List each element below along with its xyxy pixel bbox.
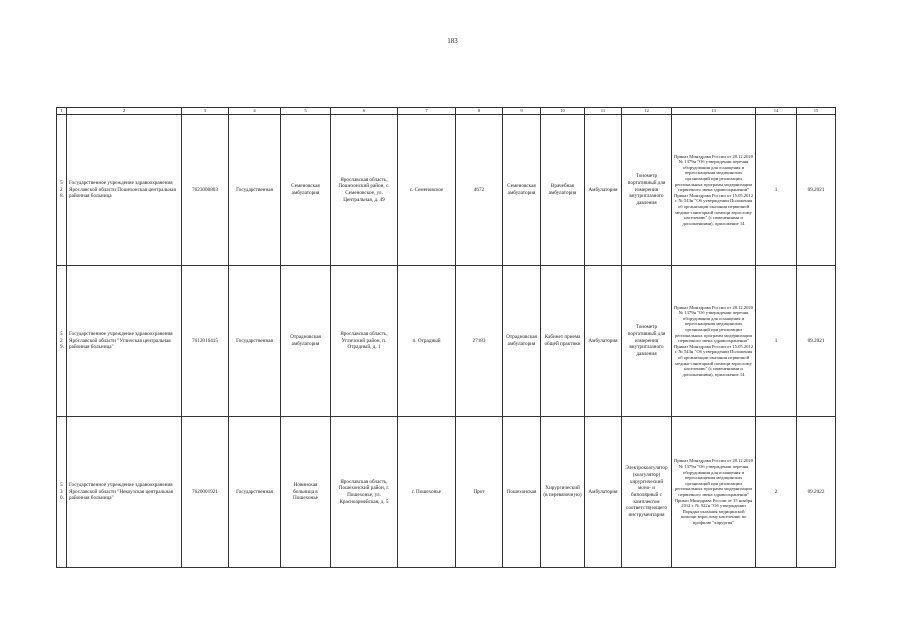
row-number: 530.: [57, 417, 67, 568]
address: Ярославская область, Угличский район, п. Отрадный, д. 1: [331, 266, 398, 417]
column-number: 4: [229, 108, 281, 115]
unit-name: Отрадновская амбулатория: [281, 266, 331, 417]
quantity: 1: [756, 266, 797, 417]
quantity: 2: [756, 417, 797, 568]
column-number: 10: [541, 108, 585, 115]
equipment-table: [56, 107, 836, 568]
population: Прот: [456, 417, 503, 568]
organization-name: Государственное учреждение здравоохранения Ярославской области "Некоузская центральная районная больница": [67, 417, 182, 568]
table-row: [57, 266, 836, 417]
settlement: с. Семеновское: [398, 115, 456, 266]
subdivision: Семеновская амбулатория: [503, 115, 541, 266]
inn-code: 7620001921: [182, 417, 229, 568]
delivery-date: 09.2021: [797, 266, 836, 417]
population: 4672: [456, 115, 503, 266]
column-number: 15: [797, 108, 836, 115]
row-number: 528.: [57, 115, 67, 266]
facility-type: Амбулатория: [585, 417, 622, 568]
column-number-row: [57, 108, 836, 115]
equipment-name: Электрокоагулятор (коагулятор) хирургический моно- и биполярный с комплектом соответствующего инструментария: [622, 417, 672, 568]
ownership-form: Государственная: [229, 417, 281, 568]
quantity: 1: [756, 115, 797, 266]
unit-name: Новинская больница в Пошехонье: [281, 417, 331, 568]
regulation-basis: Приказ Минздрава России от 28.12.2020 № 1379н "Об утверждении перечня оборудования для оснащения и переоснащения медицинских организаций при реализации региональных программ модернизации первичного звена здравоохранения" Приказ Минздрава России от 15.05.2012 г. № 543н "Об утверждении Положения об организации оказания первичной медико-санитарной помощи взрослому населению" (с изменениями и дополнениями), приложение 14: [672, 115, 756, 266]
room-type: Хирургический (в перевязочную): [541, 417, 585, 568]
inn-code: 7623000803: [182, 115, 229, 266]
organization-name: Государственное учреждение здравоохранения Ярославской области "Угличская центральная районная больница": [67, 266, 182, 417]
organization-name: Государственное учреждение здравоохранения Ярославской области Пошехонская центральная районная больница: [67, 115, 182, 266]
delivery-date: 09.2021: [797, 115, 836, 266]
column-number: 7: [398, 108, 456, 115]
population: 27183: [456, 266, 503, 417]
column-number: 3: [182, 108, 229, 115]
column-number: 14: [756, 108, 797, 115]
unit-name: Семеновская амбулатория: [281, 115, 331, 266]
ownership-form: Государственная: [229, 266, 281, 417]
inn-code: 7612016415: [182, 266, 229, 417]
address: Ярославская область, Пошехонский район, с. Семеновское, ул. Центральная, д. 49: [331, 115, 398, 266]
subdivision: Отрадновская амбулатория: [503, 266, 541, 417]
subdivision: Пошехонская: [503, 417, 541, 568]
facility-type: Амбулатория: [585, 266, 622, 417]
settlement: п. Отрадный: [398, 266, 456, 417]
facility-type: Амбулатория: [585, 115, 622, 266]
delivery-date: 09.2022: [797, 417, 836, 568]
room-type: Врачебная амбулатория: [541, 115, 585, 266]
column-number: 8: [456, 108, 503, 115]
row-number: 529.: [57, 266, 67, 417]
address: Ярославская область, Пошехонский район, г. Пошехонье, ул. Красноармейская, д. 5: [331, 417, 398, 568]
column-number: 12: [622, 108, 672, 115]
column-number: 5: [281, 108, 331, 115]
ownership-form: Государственная: [229, 115, 281, 266]
page-number: 183: [447, 37, 458, 45]
column-number: 2: [67, 108, 182, 115]
table-row: [57, 115, 836, 266]
column-number: 1: [57, 108, 67, 115]
room-type: Кабинет приема общей практики: [541, 266, 585, 417]
settlement: г. Пошехонье: [398, 417, 456, 568]
equipment-name: Тонометр портативный для измерения внутриглазного давления: [622, 115, 672, 266]
equipment-name: Тонометр портативный для измерения внутриглазного давления: [622, 266, 672, 417]
column-number: 13: [672, 108, 756, 115]
column-number: 6: [331, 108, 398, 115]
column-number: 11: [585, 108, 622, 115]
regulation-basis: Приказ Минздрава России от 28.12.2020 № 1379н "Об утверждении перечня оборудования для оснащения и переоснащения медицинских организаций при реализации региональных программ модернизации первичного звена здравоохранения" Приказ Минздрава России от 15 ноября 2012 г. № 922н "Об утверждении Порядка оказания медицинской помощи взрослому населению по профилю "хирургия": [672, 417, 756, 568]
regulation-basis: Приказ Минздрава России от 28.12.2020 № 1379н "Об утверждении перечня оборудования для оснащения и переоснащения медицинских организаций при реализации региональных программ модернизации первичного звена здравоохранения" Приказ Минздрава России от 15.05.2012 г. № 543н "Об утверждении Положения об организации оказания первичной медико-санитарной помощи взрослому населению" (с изменениями и дополнениями), приложение 14: [672, 266, 756, 417]
table-row: [57, 417, 836, 568]
column-number: 9: [503, 108, 541, 115]
